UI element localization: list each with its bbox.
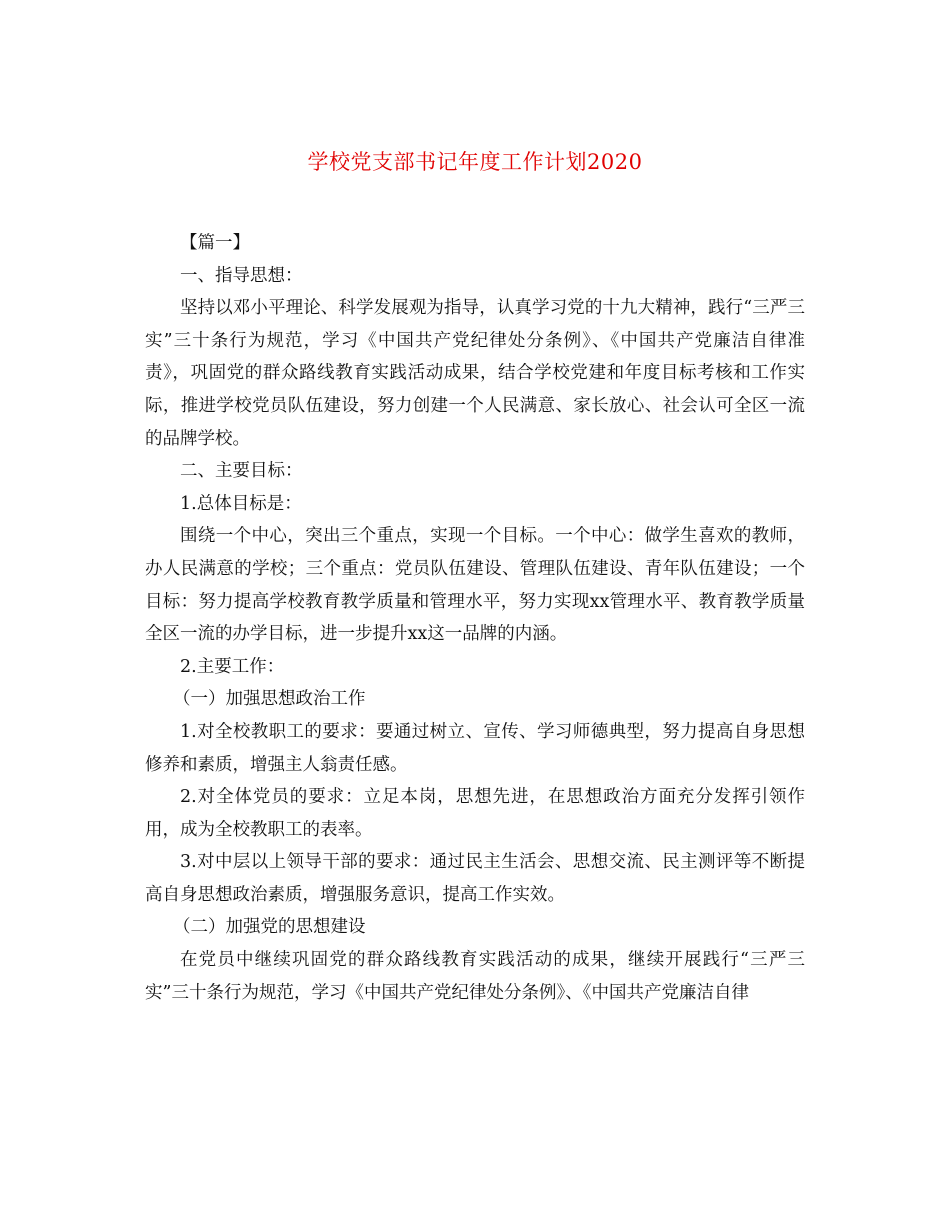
heading-ideological-building: （二）加强党的思想建设: [173, 917, 366, 938]
heading-political-work: （一）加强思想政治工作: [173, 689, 366, 710]
paragraph-staff-requirements: 1.对全校教职工的要求：要通过树立、宣传、学习师德典型，努力提高自身思想修养和素质，增强主人翁责任感。: [145, 721, 805, 775]
section-label: 【篇一】: [180, 233, 250, 253]
heading-guiding-thought: 一、指导思想：: [180, 265, 303, 286]
subheading-main-work: 2.主要工作：: [180, 656, 285, 677]
paragraph-overall-goal: 围绕一个中心，突出三个重点，实现一个目标。一个中心：做学生喜欢的教师，办人民满意的学校；三个重点：党员队伍建设、管理队伍建设、青年队伍建设；一个目标：努力提高学校教育教学质量和管理水平，努力实现xx管理水平、教育教学质量全区一流的办学目标，进一步提升xx这一品牌的内涵。: [145, 526, 805, 645]
document-body: [145, 227, 805, 1009]
heading-main-goals: 二、主要目标：: [180, 461, 303, 482]
paragraph-ideological-building: 在党员中继续巩固党的群众路线教育实践活动的成果，继续开展践行“三严三实”三十条行为规范，学习《中国共产党纪律处分条例》、《中国共产党廉洁自律: [145, 950, 805, 1003]
paragraph-guiding-thought: 坚持以邓小平理论、科学发展观为指导，认真学习党的十九大精神，践行“三严三实”三十条行为规范，学习《中国共产党纪律处分条例》、《中国共产党廉洁自律准责》，巩固党的群众路线教育实践活动成果，结合学校党建和年度目标考核和工作实际，推进学校党员队伍建设，努力创建一个人民满意、家长放心、社会认可全区一流的品牌学校。: [145, 298, 805, 449]
paragraph-leader-requirements: 3.对中层以上领导干部的要求：通过民主生活会、思想交流、民主测评等不断提高自身思想政治素质，增强服务意识，提高工作实效。: [145, 852, 805, 905]
paragraph-member-requirements: 2.对全体党员的要求：立足本岗，思想先进，在思想政治方面充分发挥引领作用，成为全校教职工的表率。: [145, 787, 805, 840]
subheading-overall-goal: 1.总体目标是：: [180, 493, 302, 514]
document-title: 学校党支部书记年度工作计划2020: [307, 150, 643, 174]
